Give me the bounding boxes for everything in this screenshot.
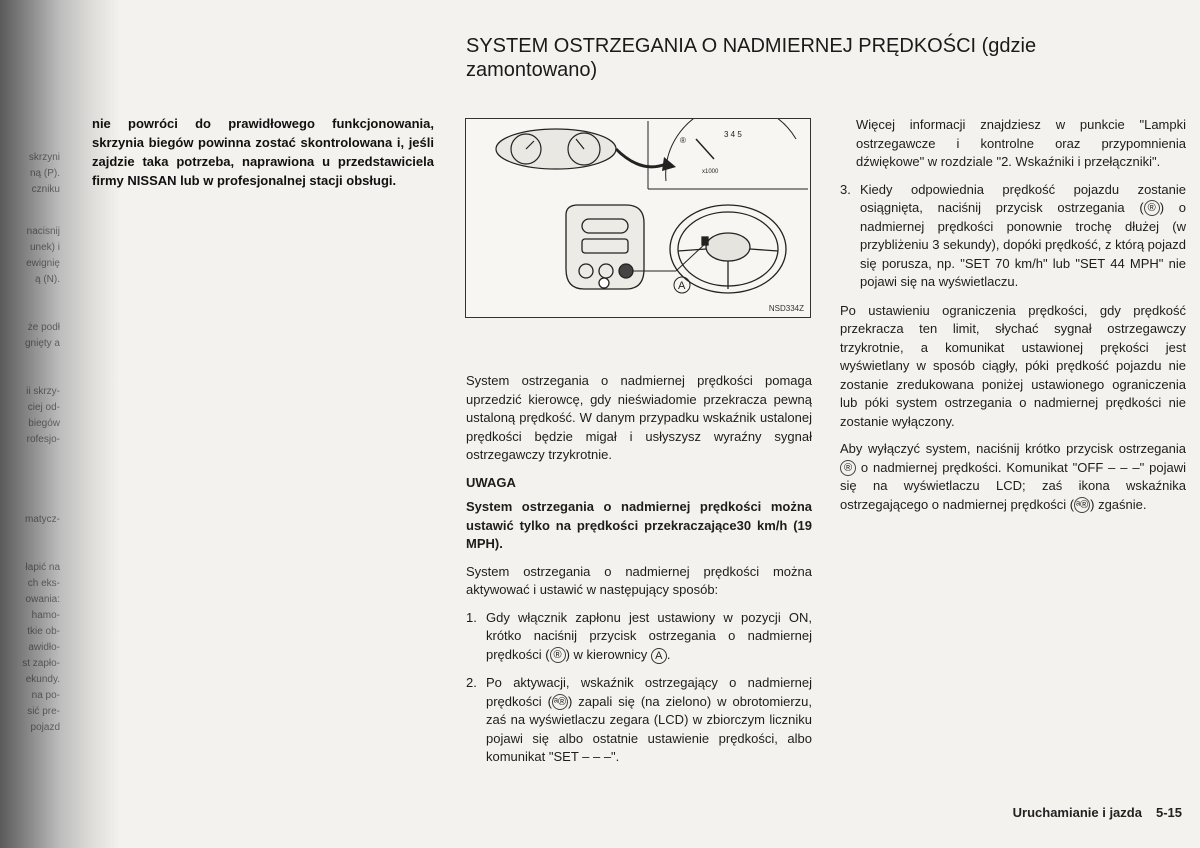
turn-off-text-c: ) zgaśnie. — [1090, 496, 1147, 512]
left-stub-text: skrzyni — [28, 152, 60, 163]
left-stub-text: nacisnij — [26, 226, 60, 237]
svg-text:®: ® — [680, 136, 686, 145]
steps-list-continued — [840, 181, 1186, 292]
uwaga-text: System ostrzegania o nadmiernej prędkości można ustawić tylko na prędkości przekraczające30 km/h (19 MPH). — [466, 499, 812, 551]
turn-off-paragraph — [840, 440, 1186, 514]
column-2 — [840, 116, 1186, 523]
page-footer — [1013, 805, 1182, 820]
section-name: Uruchamianie i jazda — [1012, 805, 1142, 820]
left-stub-text: matycz- — [25, 514, 60, 525]
steering-wheel-illustration — [466, 119, 810, 317]
left-stub-text: hamo- — [31, 610, 60, 621]
step-1-text-a: Gdy włącznik zapłonu jest ustawiony w pozycji ON, krótko naciśnij przycisk ostrzegania o nadmiernej prędkości ( — [486, 609, 812, 662]
left-stub-text: awidło- — [28, 642, 60, 653]
left-stub-text: ii skrzy- — [26, 386, 60, 397]
left-stub-text: biegów — [28, 418, 60, 429]
step-2 — [466, 674, 812, 767]
left-stub-text: ą (N). — [35, 274, 60, 285]
left-stub-text: tkie ob- — [27, 626, 60, 637]
left-stub-text: ch eks- — [27, 578, 60, 589]
left-stub-text: że podł — [27, 322, 60, 333]
step-3-text-a: Kiedy odpowiednia prędkość pojazdu zostanie osiągnięta, naciśnij przycisk ostrzegania ( — [860, 181, 1186, 215]
left-stub-text: rofesjo- — [26, 434, 60, 445]
left-stub-text: unek) i — [29, 242, 60, 253]
steps-list — [466, 609, 812, 767]
svg-text:3 4 5: 3 4 5 — [724, 130, 742, 139]
step-3 — [840, 181, 1186, 292]
speed-warning-button-icon: ® — [840, 460, 856, 476]
dashboard-steering-figure — [465, 118, 811, 318]
page-number: 5-15 — [1155, 805, 1182, 820]
step-1 — [466, 609, 812, 665]
steering-wheel — [632, 205, 786, 293]
left-stub-text: sić pre- — [27, 706, 60, 717]
left-stub-text: czniku — [31, 184, 60, 195]
step-number: 2. — [466, 675, 477, 690]
speed-warning-button-icon: ® — [1144, 200, 1160, 216]
step-2-text-b: ) zapali się (na zielono) w obrotomierzu, zaś na wyświetlaczu zegara (LCD) w zbiorczym liczniku pojawi się albo ostatnie ustawienie prędkości, albo komunikat "SET – – –". — [486, 693, 812, 764]
turn-off-text-a: Aby wyłączyć system, naciśnij krótko przycisk ostrzegania — [840, 441, 1186, 456]
step-number: 3. — [840, 181, 851, 197]
svg-text:x1000: x1000 — [702, 169, 719, 175]
page-title: SYSTEM OSTRZEGANIA O NADMIERNEJ PRĘDKOŚCI (gdzie zamontowano) — [466, 35, 1037, 81]
step-number: 1. — [466, 609, 477, 625]
activate-paragraph: System ostrzegania o nadmiernej prędkości można aktywować i ustawić w następujący sposób: — [466, 563, 812, 597]
left-stub-text: łapić na — [25, 562, 60, 573]
column-1 — [466, 372, 812, 777]
instrument-cluster — [496, 129, 676, 171]
turn-off-text-b: o nadmiernej prędkości. Komunikat "OFF – – –" pojawi się na wyświetlaczu LCD; zaś ikona wskaźnika ostrzegającego o nadmiernej prędkości ( — [840, 459, 1186, 512]
step-2-text-a: Po aktywacji, wskaźnik ostrzegający o nadmiernej prędkości ( — [486, 675, 812, 709]
callout-a — [674, 277, 690, 293]
after-set-paragraph: Po ustawieniu ograniczenia prędkości, gdy prędkość przekracza ten limit, słychać sygnał ostrzegawczy trzykrotnie, a komunikat ustawionej prękości jest wyświetlany w sposób ciągły, póki prędkość pojazdu nie zostanie zredukowana poniżej ustawionego ograniczenia lub póki system ostrzegania o nadmiernej prędkości nie zostanie wyłączony. — [840, 302, 1186, 429]
step-3-text-b: ) o nadmiernej prędkości ponownie trochę dłużej (w przybliżeniu 3 sekundy), dopóki prędkość, z którą pojazd się porusza, np. "SET 70 km/h" lub "SET 44 MPH" nie pojawi się na wyświetlaczu. — [860, 200, 1187, 289]
left-stub-text: na po- — [31, 690, 60, 701]
left-stub-text: owania: — [25, 594, 60, 605]
speed-warning-indicator-icon: ᵃ® — [1076, 498, 1089, 511]
left-stub-text: pojazd — [30, 722, 60, 733]
callout-a-icon: A — [651, 648, 667, 664]
left-stub-text: ewignię — [26, 258, 60, 269]
intro-paragraph: System ostrzegania o nadmiernej prędkości pomaga uprzedzić kierowcę, gdy nieświadomie przekracza pewną ustaloną prędkość. W danym przypadku wskaźnik ustalonej prędkości będzie migał i usłyszysz wyraźny sygnał ostrzegawczy trzykrotnie. — [466, 373, 812, 462]
figure-caption: NSD334Z — [768, 304, 804, 313]
steering-switch-pad — [566, 205, 644, 289]
step-1-text-b: ) w kierownicy — [565, 646, 651, 662]
step-1-text-c: . — [666, 646, 671, 662]
zoomed-gauge — [648, 119, 808, 189]
speed-warning-indicator-icon: ᵃ® — [553, 695, 567, 708]
left-stub-text: ciej od- — [27, 402, 60, 413]
left-stub-text: ekundy. — [25, 674, 60, 685]
transmission-warning-note: nie powróci do prawidłowego funkcjonowania, skrzynia biegów powinna zostać skontrolowana i, jeśli zajdzie taka potrzeba, naprawiona u przedstawiciela firmy NISSAN lub w profesjonalnej stacji obsługi. — [92, 116, 434, 188]
left-stub-text: st zapło- — [22, 658, 60, 669]
speed-warning-button-icon: ® — [550, 647, 566, 663]
left-stub-text: gnięty a — [24, 338, 60, 349]
more-info-paragraph: Więcej informacji znajdziesz w punkcie "Lampki ostrzegawcze i kontrolne oraz przypomnienia dźwiękowe" w rozdziale "2. Wskaźniki i przełączniki". — [856, 117, 1186, 169]
left-stub-text: ną (P). — [29, 168, 60, 179]
svg-text:A: A — [678, 280, 686, 292]
uwaga-heading: UWAGA — [466, 474, 516, 490]
